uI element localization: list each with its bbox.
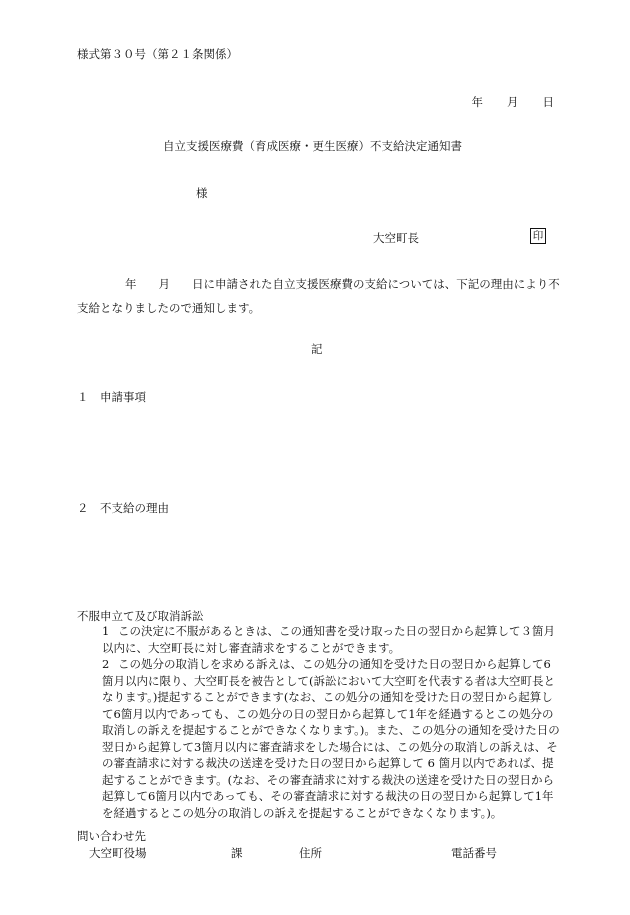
date-month: 月 <box>507 95 519 109</box>
body-year: 年 <box>125 277 137 291</box>
appeal-item-text: この処分の取消しを求める訴えは、この処分の通知を受けた日の翌日から起算して6箇月以内に限り、大空町長を被告として(訴訟において大空町を代表する者は大空町長となります。)提起することができます(なお、この処分の通知を受けた日の翌日から起算して6箇月以内であっても、この処分の日の翌日から起算して1年を経過するとこの処分の取消しの訴えを提起することができなくなります。)。また、この処分の通知を受けた日の翌日から起算して3箇月以内に審査請求をした場合には、この処分の取消しの訴えは、その審査請求に対する裁決の送達を受けた日の翌日から起算して 6 箇月以内であれば、提起することができます。(なお、その審査請求に対する裁決の送達を受けた日の翌日から起算して6箇月以内であっても、その審査請求に対する裁決の日の翌日から起算して1年を経過するとこの処分の取消しの訴えを提起することができなくなります。)。 <box>102 657 560 820</box>
section-application: １ 申請事項 <box>77 390 146 404</box>
document-title: 自立支援医療費（育成医療・更生医療）不支給決定通知書 <box>163 139 462 153</box>
contact-office: 大空町役場 <box>89 846 147 860</box>
ki-heading: 記 <box>311 342 323 356</box>
appeal-item-text: この決定に不服があるときは、この通知書を受け取った日の翌日から起算して３箇月以内に、大空町長に対し審査請求をすることができます。 <box>102 624 555 655</box>
contact-line <box>89 845 497 861</box>
contact-section: 課 <box>231 846 243 860</box>
appeal-item <box>102 623 561 656</box>
form-number: 様式第３０号（第２１条関係） <box>77 47 238 61</box>
appeal-item <box>102 656 561 821</box>
body-month: 月 <box>158 277 170 291</box>
contact-address: 住所 <box>299 846 322 860</box>
recipient-suffix: 様 <box>196 186 208 200</box>
contact-title: 問い合わせ先 <box>77 829 146 843</box>
appeal-title: 不服申立て及び取消訴訟 <box>77 609 204 623</box>
appeal-item-number: 2 <box>102 657 110 671</box>
section-reason: ２ 不支給の理由 <box>77 501 169 515</box>
contact-phone: 電話番号 <box>451 846 497 860</box>
date-line <box>472 94 555 110</box>
issuer-name: 大空町長 <box>373 231 419 245</box>
date-year: 年 <box>471 95 483 109</box>
seal-mark: 印 <box>530 228 546 244</box>
body-text: 日に申請された自立支援医療費の支給については、下記の理由により不支給となりましたので通知します。 <box>77 277 560 315</box>
appeal-item-number: 1 <box>102 624 110 638</box>
body-paragraph <box>77 272 560 320</box>
date-day: 日 <box>542 95 554 109</box>
